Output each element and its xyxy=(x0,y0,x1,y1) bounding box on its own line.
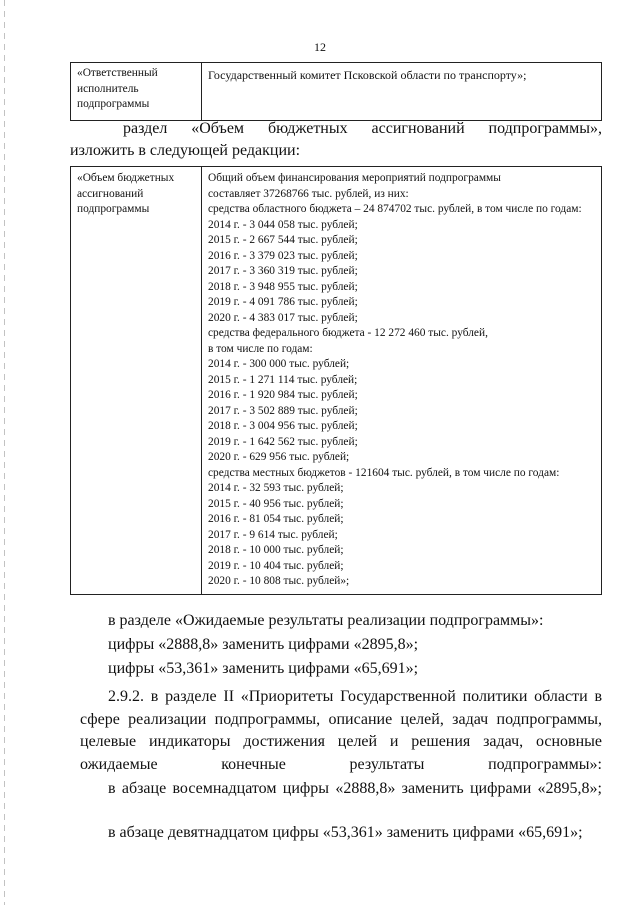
budget-line: 2016 г. - 81 054 тыс. рублей; xyxy=(208,513,344,525)
budget-line: 2019 г. - 1 642 562 тыс. рублей; xyxy=(208,435,358,448)
budget-line: 2018 г. - 3 948 955 тыс. рублей; xyxy=(208,280,358,293)
budget-line: 2015 г. - 2 667 544 тыс. рублей; xyxy=(208,234,358,246)
budget-allocation-label: «Объем бюджетных ассигнований подпрограммы xyxy=(71,167,202,595)
budget-line: 2014 г. - 3 044 058 тыс. рублей; xyxy=(208,218,358,231)
budget-line: средства федерального бюджета - 12 272 460 тыс. рублей, xyxy=(208,327,488,339)
budget-line: 2015 г. - 40 956 тыс. рублей; xyxy=(208,497,344,510)
budget-line: 2018 г. - 10 000 тыс. рублей; xyxy=(208,544,344,556)
budget-line: составляет 37268766 тыс. рублей, из них: xyxy=(208,187,409,200)
table-row xyxy=(71,63,602,121)
responsible-executor-label: «Ответственный исполнитель подпрограммы xyxy=(71,63,202,121)
body-line-replace-2: цифры «53,361» заменить цифрами «65,691»; xyxy=(108,660,419,677)
budget-line: средства местных бюджетов - 121604 тыс. рублей, в том числе по годам: xyxy=(208,466,560,479)
budget-line: 2017 г. - 3 360 319 тыс. рублей; xyxy=(208,265,358,277)
budget-line: 2017 г. - 9 614 тыс. рублей; xyxy=(208,528,338,541)
budget-line: 2016 г. - 1 920 984 тыс. рублей; xyxy=(208,389,358,401)
budget-line: 2016 г. - 3 379 023 тыс. рублей; xyxy=(208,249,358,262)
budget-line: средства областного бюджета – 24 874702 тыс. рублей, в том числе по годам: xyxy=(208,203,582,215)
body-paragraph-paragraph-18: в абзаце восемнадцатом цифры «2888,8» заменить цифрами «2895,8»; xyxy=(108,780,602,797)
page-number: 12 xyxy=(314,40,326,54)
table-row xyxy=(71,167,602,595)
responsible-executor-value: Государственный комитет Псковской области по транспорту»; xyxy=(202,63,602,121)
budget-line: 2020 г. - 10 808 тыс. рублей»; xyxy=(208,575,350,587)
budget-line: в том числе по годам: xyxy=(208,342,313,355)
budget-line: 2020 г. - 4 383 017 тыс. рублей; xyxy=(208,311,358,324)
intro-line-1: раздел «Объем бюджетных ассигнований подпрограммы», xyxy=(123,120,602,137)
budget-line: 2017 г. - 3 502 889 тыс. рублей; xyxy=(208,404,358,417)
budget-line: 2019 г. - 4 091 786 тыс. рублей; xyxy=(208,296,358,308)
budget-line: 2019 г. - 10 404 тыс. рублей; xyxy=(208,559,344,572)
budget-allocation-table xyxy=(70,166,602,595)
budget-line: 2018 г. - 3 004 956 тыс. рублей; xyxy=(208,420,358,432)
responsible-executor-table xyxy=(70,62,602,121)
intro-line-2: изложить в следующей редакции: xyxy=(70,142,301,159)
body-paragraph-section-2: 2.9.2. в разделе II «Приоритеты Государственной политики области в сфере реализации подпрограммы, описание целей, задач подпрограммы, целевые индикаторы достижения целей и решения задач, основные ожидаемые конечные результаты подпрограммы»: xyxy=(80,688,602,773)
body-line-replace-1: цифры «2888,8» заменить цифрами «2895,8»; xyxy=(108,636,419,653)
budget-line: 2014 г. - 32 593 тыс. рублей; xyxy=(208,482,344,494)
budget-line: 2014 г. - 300 000 тыс. рублей; xyxy=(208,358,350,370)
budget-line: Общий объем финансирования мероприятий подпрограммы xyxy=(208,172,501,184)
body-line-expected-results: в разделе «Ожидаемые результаты реализации подпрограммы»: xyxy=(108,612,544,629)
body-line-paragraph-19: в абзаце девятнадцатом цифры «53,361» заменить цифрами «65,691»; xyxy=(108,824,583,841)
budget-line: 2015 г. - 1 271 114 тыс. рублей; xyxy=(208,373,358,386)
budget-line: 2020 г. - 629 956 тыс. рублей; xyxy=(208,451,350,463)
scan-edge-artifact xyxy=(4,0,5,905)
budget-allocation-value xyxy=(202,167,602,595)
